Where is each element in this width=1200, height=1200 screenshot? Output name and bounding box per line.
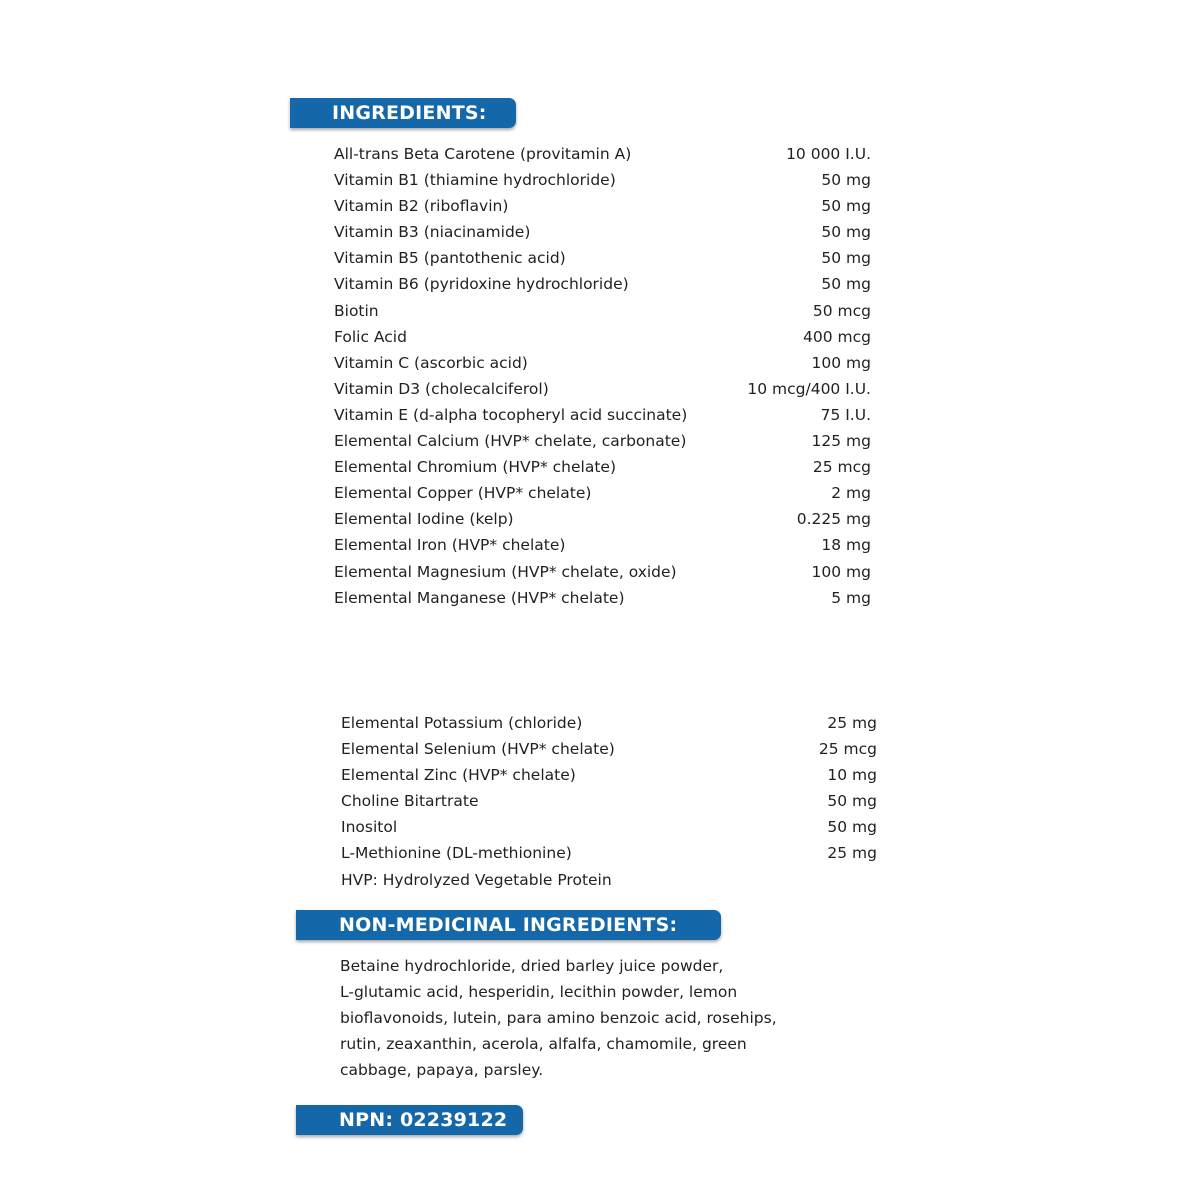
npn-number: NPN: 02239122 xyxy=(339,1109,508,1131)
ingredient-name: Choline Bitartrate xyxy=(341,792,479,811)
ingredient-name: Vitamin E (d-alpha tocopheryl acid succinate) xyxy=(334,405,688,424)
ingredient-row xyxy=(334,559,871,585)
ingredient-name: Elemental Manganese (HVP* chelate) xyxy=(334,588,625,607)
ingredient-name: Vitamin B3 (niacinamide) xyxy=(334,223,531,242)
ingredient-row xyxy=(334,428,871,454)
ingredient-amount: 18 mg xyxy=(821,536,871,555)
ingredient-amount: 50 mg xyxy=(821,275,871,294)
non-medicinal-line: cabbage, papaya, parsley. xyxy=(340,1061,544,1080)
ingredient-row xyxy=(334,271,871,297)
non-medicinal-line: Betaine hydrochloride, dried barley juice powder, xyxy=(340,957,724,975)
ingredient-name: Folic Acid xyxy=(334,327,407,346)
ingredient-amount: 25 mg xyxy=(827,844,877,863)
ingredient-row xyxy=(334,245,871,271)
ingredient-row xyxy=(334,532,871,558)
ingredient-amount: 100 mg xyxy=(811,353,871,372)
ingredients-table-part2 xyxy=(341,710,877,867)
ingredient-amount: 100 mg xyxy=(811,562,871,581)
ingredient-name: Elemental Chromium (HVP* chelate) xyxy=(334,458,616,477)
ingredient-amount: 400 mcg xyxy=(803,327,871,346)
ingredient-name: Elemental Copper (HVP* chelate) xyxy=(334,484,592,503)
ingredient-amount: 50 mg xyxy=(821,197,871,216)
hvp-footnote: HVP: Hydrolyzed Vegetable Protein xyxy=(341,871,612,889)
ingredient-name: Vitamin B5 (pantothenic acid) xyxy=(334,249,566,268)
ingredient-row xyxy=(334,167,871,193)
ingredient-row xyxy=(334,402,871,428)
ingredient-name: Vitamin B1 (thiamine hydrochloride) xyxy=(334,171,616,190)
ingredient-amount: 50 mg xyxy=(821,249,871,268)
ingredient-amount: 10 000 I.U. xyxy=(786,145,871,163)
ingredient-amount: 50 mg xyxy=(827,792,877,811)
non-medicinal-header xyxy=(296,910,721,940)
ingredient-row xyxy=(334,141,871,167)
ingredient-name: All-trans Beta Carotene (provitamin A) xyxy=(334,145,632,163)
ingredient-name: Elemental Zinc (HVP* chelate) xyxy=(341,766,576,785)
non-medicinal-line: bioflavonoids, lutein, para amino benzoic acid, rosehips, xyxy=(340,1009,777,1028)
ingredient-row xyxy=(334,585,871,611)
ingredient-amount: 50 mg xyxy=(827,818,877,837)
ingredient-name: Elemental Magnesium (HVP* chelate, oxide) xyxy=(334,562,677,581)
ingredients-title: INGREDIENTS: xyxy=(332,102,487,124)
npn-header xyxy=(296,1105,523,1135)
ingredient-name: Biotin xyxy=(334,301,379,320)
ingredient-row xyxy=(334,506,871,532)
ingredient-row xyxy=(341,814,877,840)
ingredients-table-part1 xyxy=(334,141,871,611)
ingredient-row xyxy=(341,788,877,814)
ingredient-row xyxy=(341,840,877,866)
ingredient-row xyxy=(334,219,871,245)
non-medicinal-title: NON-MEDICINAL INGREDIENTS: xyxy=(339,914,678,936)
non-medicinal-list xyxy=(340,953,850,1083)
ingredient-row xyxy=(334,324,871,350)
ingredient-row xyxy=(334,298,871,324)
ingredient-amount: 25 mg xyxy=(827,714,877,732)
ingredient-name: Elemental Iodine (kelp) xyxy=(334,510,514,529)
ingredient-name: Inositol xyxy=(341,818,398,837)
ingredient-row xyxy=(341,710,877,736)
ingredient-name: Elemental Calcium (HVP* chelate, carbonate) xyxy=(334,432,687,451)
ingredient-amount: 125 mg xyxy=(811,432,871,451)
ingredient-amount: 50 mg xyxy=(821,223,871,242)
ingredient-amount: 50 mg xyxy=(821,171,871,190)
ingredient-amount: 0.225 mg xyxy=(796,510,871,529)
ingredient-amount: 25 mcg xyxy=(818,740,877,759)
non-medicinal-line: rutin, zeaxanthin, acerola, alfalfa, chamomile, green xyxy=(340,1035,747,1054)
ingredient-name: Vitamin C (ascorbic acid) xyxy=(334,353,528,372)
ingredient-row xyxy=(334,376,871,402)
ingredient-row xyxy=(334,454,871,480)
ingredient-amount: 2 mg xyxy=(831,484,871,503)
ingredient-amount: 75 I.U. xyxy=(820,405,871,424)
ingredient-name: Vitamin B2 (riboflavin) xyxy=(334,197,509,216)
ingredient-name: Vitamin D3 (cholecalciferol) xyxy=(334,379,549,398)
ingredient-row xyxy=(341,736,877,762)
ingredient-name: Elemental Selenium (HVP* chelate) xyxy=(341,740,615,759)
ingredient-name: Elemental Potassium (chloride) xyxy=(341,714,583,732)
ingredient-amount: 5 mg xyxy=(831,588,871,607)
ingredient-name: Elemental Iron (HVP* chelate) xyxy=(334,536,566,555)
ingredient-row xyxy=(334,193,871,219)
non-medicinal-line: L-glutamic acid, hesperidin, lecithin powder, lemon xyxy=(340,983,738,1002)
ingredient-amount: 10 mg xyxy=(827,766,877,785)
ingredient-name: L-Methionine (DL-methionine) xyxy=(341,844,572,863)
ingredient-amount: 25 mcg xyxy=(812,458,871,477)
ingredients-header xyxy=(290,98,516,128)
ingredient-row xyxy=(334,350,871,376)
ingredient-name: Vitamin B6 (pyridoxine hydrochloride) xyxy=(334,275,629,294)
ingredient-amount: 10 mcg/400 I.U. xyxy=(747,379,871,398)
ingredient-row xyxy=(334,480,871,506)
ingredient-amount: 50 mcg xyxy=(812,301,871,320)
ingredient-row xyxy=(341,762,877,788)
